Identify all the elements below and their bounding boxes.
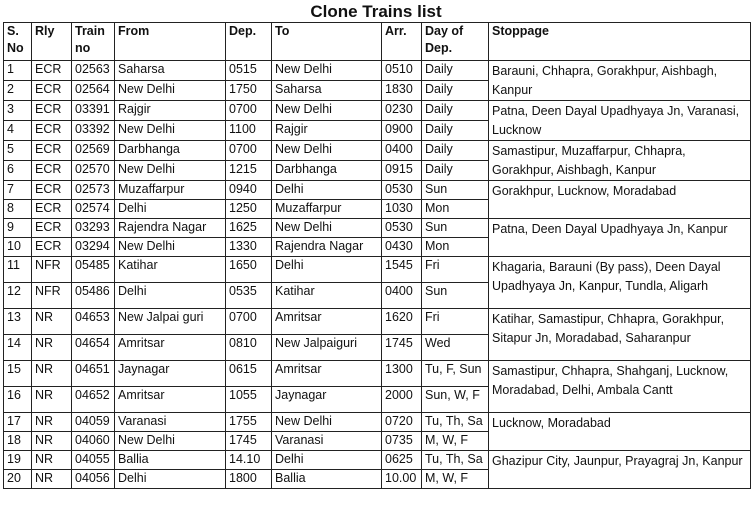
cell-from: New Jalpai guri	[115, 309, 226, 335]
cell-to: Delhi	[272, 181, 382, 200]
cell-dep: 0700	[226, 101, 272, 121]
cell-dep: 1215	[226, 161, 272, 181]
cell-to: New Delhi	[272, 101, 382, 121]
cell-from: Katihar	[115, 257, 226, 283]
page-title: Clone Trains list	[310, 2, 442, 21]
cell-sno: 14	[4, 335, 32, 361]
cell-to: New Delhi	[272, 141, 382, 161]
cell-dep: 1800	[226, 470, 272, 489]
cell-rly: ECR	[32, 141, 72, 161]
cell-day: Daily	[422, 61, 489, 81]
cell-day: Daily	[422, 141, 489, 161]
cell-dep: 0810	[226, 335, 272, 361]
cell-dep: 14.10	[226, 451, 272, 470]
cell-stoppage: Gorakhpur, Lucknow, Moradabad	[489, 181, 751, 219]
cell-train: 04654	[72, 335, 115, 361]
cell-day: Tu, Th, Sa	[422, 451, 489, 470]
cell-day: Mon	[422, 238, 489, 257]
table-row	[4, 101, 751, 121]
cell-to: Delhi	[272, 451, 382, 470]
cell-sno: 7	[4, 181, 32, 200]
cell-from: Rajendra Nagar	[115, 219, 226, 238]
cell-day: Sun	[422, 181, 489, 200]
cell-train: 02564	[72, 81, 115, 101]
cell-arr: 0625	[382, 451, 422, 470]
cell-from: Rajgir	[115, 101, 226, 121]
cell-arr: 10.00	[382, 470, 422, 489]
cell-day: Daily	[422, 121, 489, 141]
header-from: From	[115, 23, 226, 61]
cell-dep: 1750	[226, 81, 272, 101]
cell-dep: 1650	[226, 257, 272, 283]
cell-sno: 12	[4, 283, 32, 309]
cell-to: Muzaffarpur	[272, 200, 382, 219]
cell-train: 04651	[72, 361, 115, 387]
cell-day: Fri	[422, 257, 489, 283]
cell-rly: NFR	[32, 283, 72, 309]
cell-train: 02574	[72, 200, 115, 219]
header-sno: S. No	[4, 23, 32, 61]
cell-sno: 20	[4, 470, 32, 489]
cell-sno: 15	[4, 361, 32, 387]
cell-from: Varanasi	[115, 413, 226, 432]
header-stoppage: Stoppage	[489, 23, 751, 61]
cell-train: 04056	[72, 470, 115, 489]
cell-from: New Delhi	[115, 238, 226, 257]
cell-train: 04653	[72, 309, 115, 335]
cell-day: Wed	[422, 335, 489, 361]
table-row	[4, 413, 751, 432]
cell-from: Saharsa	[115, 61, 226, 81]
cell-to: Katihar	[272, 283, 382, 309]
table-row	[4, 181, 751, 200]
cell-from: Ballia	[115, 451, 226, 470]
cell-train: 03391	[72, 101, 115, 121]
cell-rly: ECR	[32, 61, 72, 81]
cell-sno: 8	[4, 200, 32, 219]
cell-stoppage: Patna, Deen Dayal Upadhyaya Jn, Varanasi, Lucknow	[489, 101, 751, 141]
cell-sno: 1	[4, 61, 32, 81]
cell-day: M, W, F	[422, 470, 489, 489]
cell-to: Jaynagar	[272, 387, 382, 413]
cell-train: 04652	[72, 387, 115, 413]
cell-day: Daily	[422, 81, 489, 101]
cell-arr: 0430	[382, 238, 422, 257]
cell-to: Ballia	[272, 470, 382, 489]
cell-train: 02570	[72, 161, 115, 181]
clone-trains-table	[3, 22, 751, 489]
cell-arr: 0915	[382, 161, 422, 181]
cell-dep: 1755	[226, 413, 272, 432]
cell-arr: 0735	[382, 432, 422, 451]
cell-train: 02569	[72, 141, 115, 161]
cell-day: Mon	[422, 200, 489, 219]
cell-stoppage: Katihar, Samastipur, Chhapra, Gorakhpur, Sitapur Jn, Moradabad, Saharanpur	[489, 309, 751, 361]
cell-day: Tu, F, Sun	[422, 361, 489, 387]
cell-arr: 0720	[382, 413, 422, 432]
cell-train: 04055	[72, 451, 115, 470]
cell-stoppage: Khagaria, Barauni (By pass), Deen Dayal Upadhyaya Jn, Kanpur, Tundla, Aligarh	[489, 257, 751, 309]
table-row	[4, 361, 751, 387]
cell-to: New Delhi	[272, 61, 382, 81]
cell-to: Amritsar	[272, 309, 382, 335]
cell-sno: 11	[4, 257, 32, 283]
cell-dep: 1250	[226, 200, 272, 219]
table-row	[4, 309, 751, 335]
cell-to: New Delhi	[272, 219, 382, 238]
cell-from: Delhi	[115, 200, 226, 219]
cell-day: Daily	[422, 161, 489, 181]
cell-sno: 6	[4, 161, 32, 181]
cell-from: Amritsar	[115, 335, 226, 361]
cell-sno: 16	[4, 387, 32, 413]
cell-train: 03392	[72, 121, 115, 141]
cell-dep: 1625	[226, 219, 272, 238]
cell-dep: 1055	[226, 387, 272, 413]
header-train-no: Train no	[72, 23, 115, 61]
cell-rly: NR	[32, 470, 72, 489]
cell-dep: 0615	[226, 361, 272, 387]
cell-arr: 1745	[382, 335, 422, 361]
cell-from: Delhi	[115, 470, 226, 489]
cell-day: Sun, W, F	[422, 387, 489, 413]
table-row	[4, 141, 751, 161]
header-day-of-dep: Day of Dep.	[422, 23, 489, 61]
cell-stoppage: Ghazipur City, Jaunpur, Prayagraj Jn, Kanpur	[489, 451, 751, 489]
cell-sno: 10	[4, 238, 32, 257]
cell-sno: 2	[4, 81, 32, 101]
cell-rly: NR	[32, 387, 72, 413]
cell-dep: 0700	[226, 309, 272, 335]
table-row	[4, 219, 751, 238]
cell-day: Sun	[422, 283, 489, 309]
cell-arr: 0530	[382, 181, 422, 200]
cell-arr: 0530	[382, 219, 422, 238]
cell-arr: 0400	[382, 141, 422, 161]
cell-to: New Jalpaiguri	[272, 335, 382, 361]
cell-arr: 0900	[382, 121, 422, 141]
cell-sno: 3	[4, 101, 32, 121]
cell-train: 05485	[72, 257, 115, 283]
cell-arr: 2000	[382, 387, 422, 413]
cell-train: 04059	[72, 413, 115, 432]
cell-rly: ECR	[32, 81, 72, 101]
cell-train: 02573	[72, 181, 115, 200]
cell-rly: ECR	[32, 161, 72, 181]
cell-stoppage: Samastipur, Chhapra, Shahganj, Lucknow, Moradabad, Delhi, Ambala Cantt	[489, 361, 751, 413]
cell-rly: NFR	[32, 257, 72, 283]
header-arr: Arr.	[382, 23, 422, 61]
cell-arr: 1620	[382, 309, 422, 335]
cell-from: Darbhanga	[115, 141, 226, 161]
cell-train: 04060	[72, 432, 115, 451]
cell-from: Muzaffarpur	[115, 181, 226, 200]
cell-rly: ECR	[32, 238, 72, 257]
cell-arr: 0510	[382, 61, 422, 81]
cell-to: Rajgir	[272, 121, 382, 141]
cell-to: Saharsa	[272, 81, 382, 101]
cell-sno: 5	[4, 141, 32, 161]
cell-sno: 17	[4, 413, 32, 432]
cell-arr: 0400	[382, 283, 422, 309]
table-body	[4, 61, 751, 489]
cell-train: 03293	[72, 219, 115, 238]
cell-sno: 9	[4, 219, 32, 238]
header-row	[4, 23, 751, 61]
cell-dep: 0700	[226, 141, 272, 161]
cell-from: Jaynagar	[115, 361, 226, 387]
cell-to: Rajendra Nagar	[272, 238, 382, 257]
cell-sno: 13	[4, 309, 32, 335]
cell-dep: 0940	[226, 181, 272, 200]
cell-rly: NR	[32, 361, 72, 387]
cell-from: New Delhi	[115, 161, 226, 181]
cell-stoppage: Samastipur, Muzaffarpur, Chhapra, Gorakhpur, Aishbagh, Kanpur	[489, 141, 751, 181]
cell-train: 02563	[72, 61, 115, 81]
cell-day: Tu, Th, Sa	[422, 413, 489, 432]
cell-rly: NR	[32, 335, 72, 361]
cell-rly: NR	[32, 432, 72, 451]
table-row	[4, 257, 751, 283]
cell-dep: 0515	[226, 61, 272, 81]
cell-rly: ECR	[32, 219, 72, 238]
cell-sno: 18	[4, 432, 32, 451]
cell-dep: 1100	[226, 121, 272, 141]
cell-to: New Delhi	[272, 413, 382, 432]
cell-train: 03294	[72, 238, 115, 257]
cell-sno: 19	[4, 451, 32, 470]
cell-rly: ECR	[32, 200, 72, 219]
cell-to: Darbhanga	[272, 161, 382, 181]
cell-day: Daily	[422, 101, 489, 121]
cell-rly: NR	[32, 451, 72, 470]
cell-arr: 0230	[382, 101, 422, 121]
cell-arr: 1545	[382, 257, 422, 283]
table-row	[4, 61, 751, 81]
cell-stoppage: Patna, Deen Dayal Upadhyaya Jn, Kanpur	[489, 219, 751, 257]
header-dep: Dep.	[226, 23, 272, 61]
cell-stoppage: Lucknow, Moradabad	[489, 413, 751, 451]
cell-to: Varanasi	[272, 432, 382, 451]
cell-from: New Delhi	[115, 121, 226, 141]
cell-to: Delhi	[272, 257, 382, 283]
cell-day: Sun	[422, 219, 489, 238]
cell-dep: 1330	[226, 238, 272, 257]
cell-from: New Delhi	[115, 81, 226, 101]
header-to: To	[272, 23, 382, 61]
cell-rly: ECR	[32, 181, 72, 200]
cell-rly: NR	[32, 413, 72, 432]
cell-to: Amritsar	[272, 361, 382, 387]
cell-from: Delhi	[115, 283, 226, 309]
cell-from: New Delhi	[115, 432, 226, 451]
cell-rly: ECR	[32, 121, 72, 141]
table-row	[4, 451, 751, 470]
cell-arr: 1830	[382, 81, 422, 101]
cell-rly: NR	[32, 309, 72, 335]
cell-sno: 4	[4, 121, 32, 141]
cell-day: M, W, F	[422, 432, 489, 451]
header-rly: Rly	[32, 23, 72, 61]
cell-rly: ECR	[32, 101, 72, 121]
cell-day: Fri	[422, 309, 489, 335]
cell-arr: 1030	[382, 200, 422, 219]
cell-arr: 1300	[382, 361, 422, 387]
cell-dep: 0535	[226, 283, 272, 309]
cell-from: Amritsar	[115, 387, 226, 413]
cell-stoppage: Barauni, Chhapra, Gorakhpur, Aishbagh, Kanpur	[489, 61, 751, 101]
cell-train: 05486	[72, 283, 115, 309]
cell-dep: 1745	[226, 432, 272, 451]
